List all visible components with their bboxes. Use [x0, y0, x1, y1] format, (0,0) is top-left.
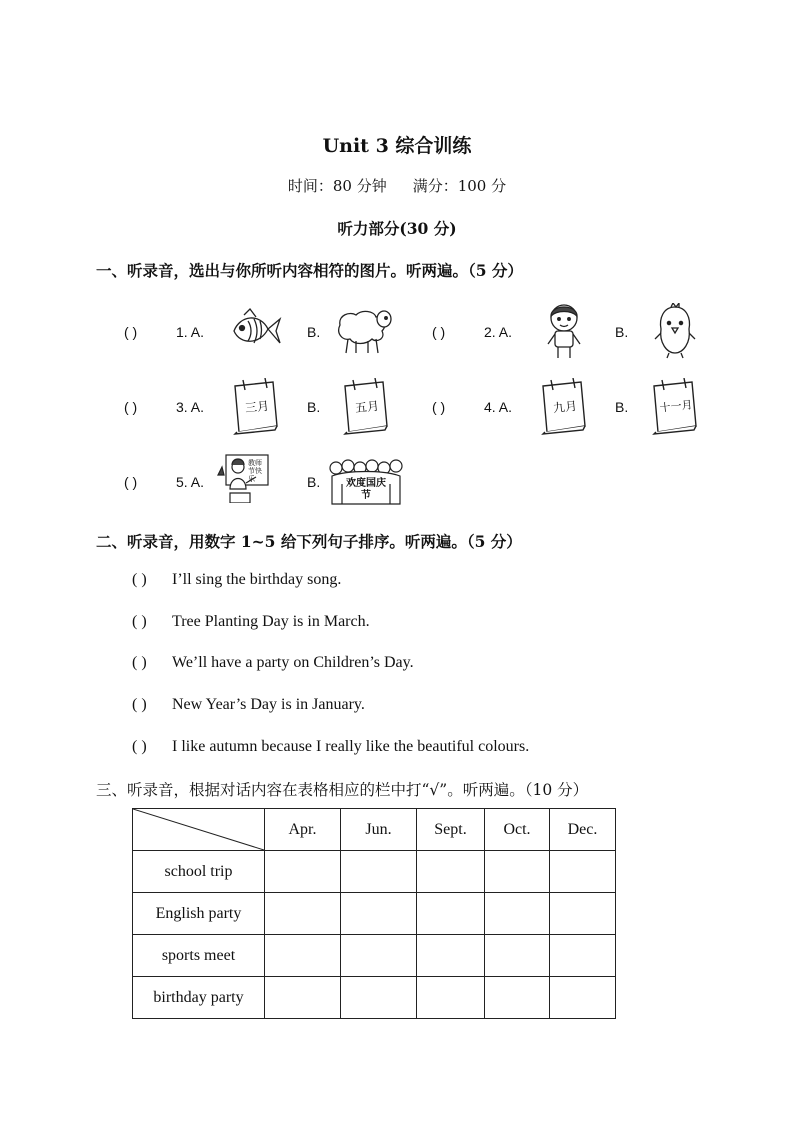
check-cell[interactable]	[417, 851, 485, 893]
question-number: 2. A.	[484, 324, 513, 340]
activity-label: English party	[133, 893, 265, 935]
diagonal-header-cell	[133, 809, 265, 851]
check-cell[interactable]	[550, 977, 616, 1019]
option-b-label: B.	[615, 399, 629, 415]
calendar-may	[339, 378, 391, 436]
sentence-item	[132, 571, 341, 589]
calendar-september	[537, 378, 589, 436]
check-cell[interactable]	[265, 851, 341, 893]
national-day-picture	[328, 458, 404, 506]
part-title: 听力部分(30 分)	[337, 219, 457, 238]
check-cell[interactable]	[485, 977, 550, 1019]
sentence-item	[132, 613, 370, 631]
check-cell[interactable]	[550, 851, 616, 893]
activity-label: sports meet	[133, 935, 265, 977]
table-row	[133, 851, 616, 893]
answer-blank[interactable]: ( )	[432, 324, 446, 340]
month-header: Apr.	[265, 809, 341, 851]
option-b-label: B.	[307, 324, 321, 340]
sentence-text: I’ll sing the birthday song.	[172, 571, 342, 588]
answer-blank[interactable]: ( )	[132, 696, 147, 713]
calendar-month-label: 九月	[552, 398, 578, 416]
board-caption: 教师节快乐	[248, 459, 262, 483]
exam-meta	[0, 175, 794, 196]
check-cell[interactable]	[417, 935, 485, 977]
answer-blank[interactable]: ( )	[124, 399, 138, 415]
check-cell[interactable]	[417, 977, 485, 1019]
full-score: 满分：100 分	[412, 177, 507, 195]
answer-blank[interactable]: ( )	[124, 324, 138, 340]
answer-blank[interactable]: ( )	[132, 571, 147, 588]
month-header: Jun.	[341, 809, 417, 851]
activity-label: birthday party	[133, 977, 265, 1019]
diagonal-line	[133, 809, 264, 850]
section1-heading: 一、听录音，选出与你所听内容相符的图片。听两遍。（5 分）	[96, 261, 523, 280]
answer-table	[132, 808, 616, 1019]
answer-blank[interactable]: ( )	[432, 399, 446, 415]
calendar-month-label: 三月	[244, 398, 270, 416]
check-cell[interactable]	[485, 935, 550, 977]
table-row	[133, 977, 616, 1019]
month-header: Sept.	[417, 809, 485, 851]
sentence-text: Tree Planting Day is in March.	[172, 613, 370, 630]
teachers-day-picture	[216, 453, 270, 503]
table-row	[133, 935, 616, 977]
time-limit: 时间：80 分钟	[287, 177, 387, 195]
activity-label: school trip	[133, 851, 265, 893]
sentence-text: I like autumn because I really like the beautiful colours.	[172, 738, 530, 755]
calendar-month-label: 五月	[354, 398, 380, 416]
question-number: 3. A.	[176, 399, 205, 415]
boy-picture	[543, 300, 585, 360]
answer-blank[interactable]: ( )	[132, 738, 147, 755]
sentence-item	[132, 654, 414, 672]
check-cell[interactable]	[550, 893, 616, 935]
option-b-label: B.	[307, 399, 321, 415]
section3-heading: 三、听录音，根据对话内容在表格相应的栏中打“√”。听两遍。（10 分）	[96, 781, 589, 799]
sentence-text: We’ll have a party on Children’s Day.	[172, 654, 414, 671]
section2-heading: 二、听录音，用数字 1~5 给下列句子排序。听两遍。（5 分）	[96, 532, 522, 551]
check-cell[interactable]	[341, 893, 417, 935]
fish-picture	[230, 305, 282, 355]
check-cell[interactable]	[341, 851, 417, 893]
page-title: Unit 3 综合训练	[322, 135, 472, 157]
check-cell[interactable]	[485, 851, 550, 893]
festival-caption: 欢度国庆节	[346, 478, 386, 501]
check-cell[interactable]	[341, 977, 417, 1019]
check-cell[interactable]	[265, 935, 341, 977]
option-b-label: B.	[615, 324, 629, 340]
month-header: Dec.	[550, 809, 616, 851]
check-cell[interactable]	[265, 893, 341, 935]
question-number: 5. A.	[176, 474, 205, 490]
calendar-march	[229, 378, 281, 436]
table-header-row	[133, 809, 616, 851]
chick-picture	[653, 303, 697, 359]
check-cell[interactable]	[341, 935, 417, 977]
answer-blank[interactable]: ( )	[132, 613, 147, 630]
check-cell[interactable]	[417, 893, 485, 935]
sentence-item	[132, 696, 365, 714]
check-cell[interactable]	[550, 935, 616, 977]
check-cell[interactable]	[485, 893, 550, 935]
sentence-item	[132, 738, 529, 756]
calendar-november	[648, 378, 700, 436]
sheep-picture	[332, 305, 394, 355]
month-header: Oct.	[485, 809, 550, 851]
check-cell[interactable]	[265, 977, 341, 1019]
answer-blank[interactable]: ( )	[132, 654, 147, 671]
question-number: 1. A.	[176, 324, 205, 340]
question-number: 4. A.	[484, 399, 513, 415]
table-row	[133, 893, 616, 935]
answer-blank[interactable]: ( )	[124, 474, 138, 490]
calendar-month-label: 十一月	[658, 398, 694, 415]
sentence-text: New Year’s Day is in January.	[172, 696, 365, 713]
option-b-label: B.	[307, 474, 321, 490]
